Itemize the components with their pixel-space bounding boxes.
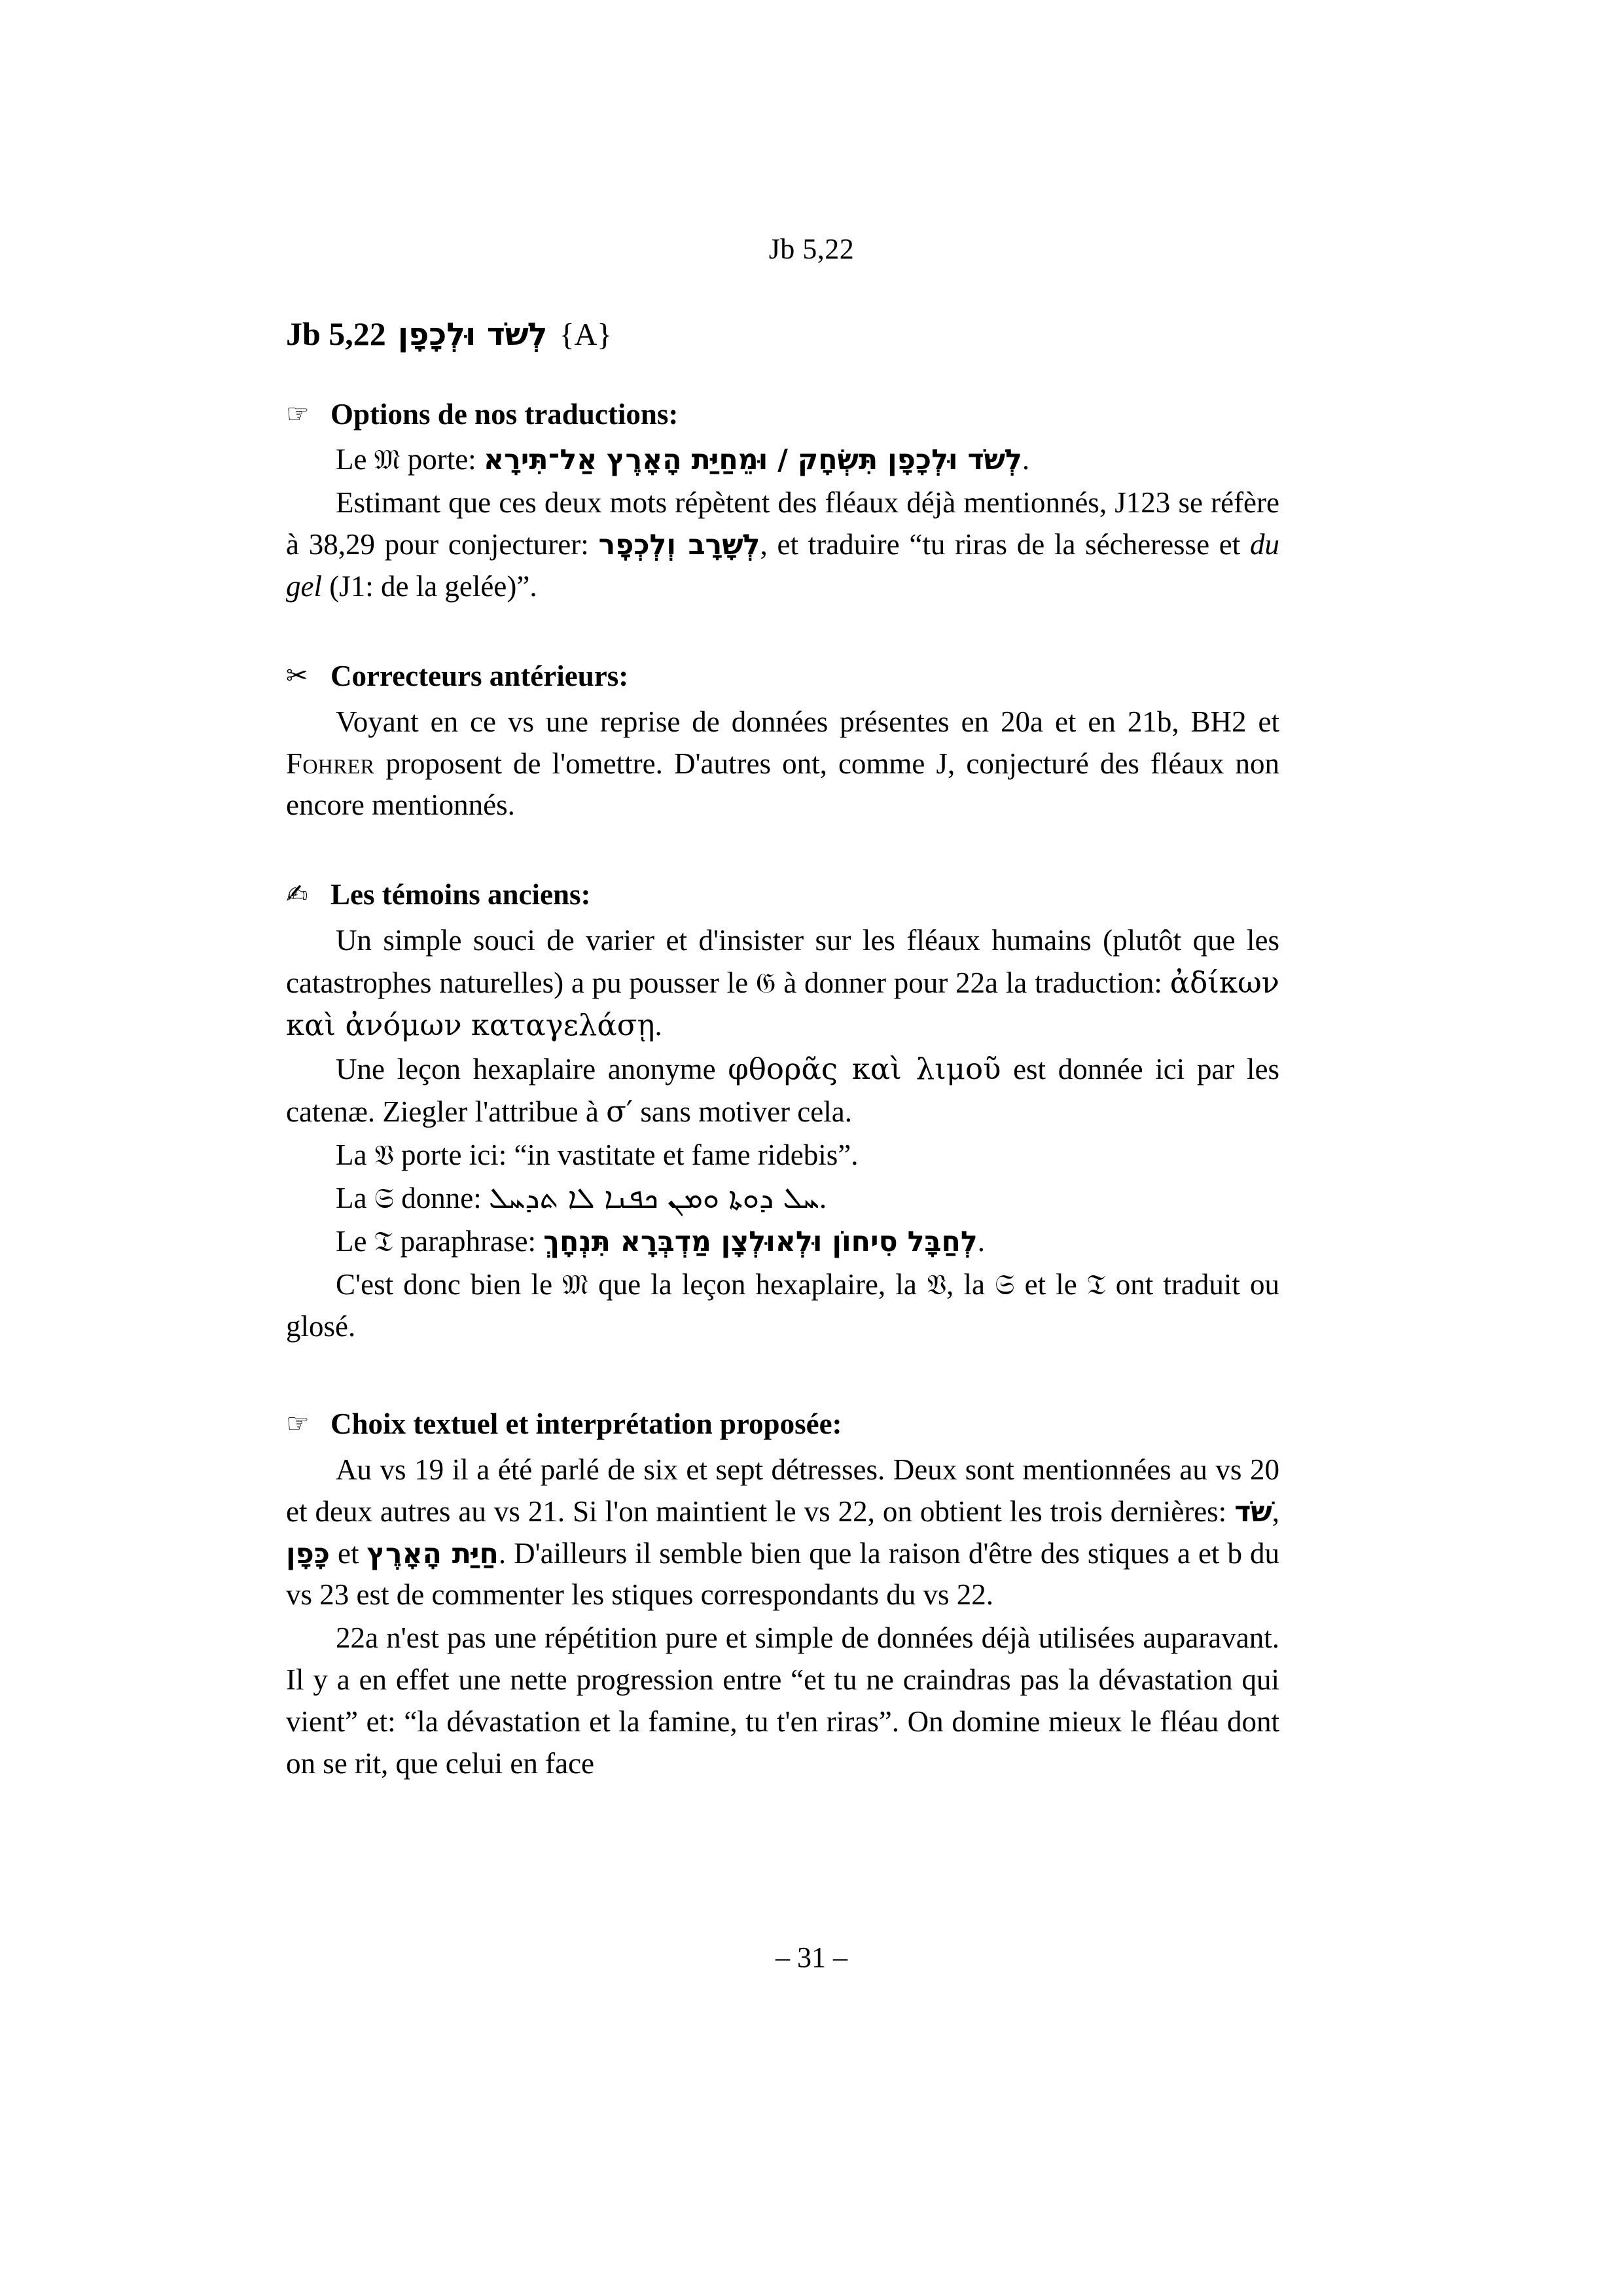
section-heading-temoins <box>286 875 1279 915</box>
hebrew-run: כָּפָן <box>286 1537 330 1570</box>
text-run: et le <box>1014 1268 1087 1301</box>
text-run: sans motiver cela. <box>633 1095 852 1128</box>
sections-container <box>286 395 1279 1785</box>
text-run: Estimant que ces deux mots répètent des fléaux déjà mentionnés, J123 se réfère à 38,29 pour conjecturer: <box>286 486 1279 561</box>
siglum-run: 𝔙 <box>926 1269 947 1302</box>
paragraph <box>286 1048 1279 1133</box>
text-run: proposent de l'omettre. D'autres ont, comme J, conjecturé des fléaux non encore mentionnés. <box>286 747 1279 822</box>
section-options <box>286 395 1279 608</box>
text-run: que la leçon hexaplaire, la <box>588 1268 927 1301</box>
section-temoins <box>286 875 1279 1348</box>
siglum-run: 𝔖 <box>995 1269 1015 1302</box>
text-run: Une leçon hexaplaire anonyme <box>336 1052 728 1086</box>
greek-run: σ′ <box>606 1093 633 1129</box>
hebrew-run: חַיַּת הָאָרֶץ <box>366 1537 499 1570</box>
text-run: , <box>1272 1494 1279 1528</box>
section-heading-choix <box>286 1404 1279 1444</box>
pointing-hand-dingbat-icon: ☞ <box>286 1408 310 1439</box>
section-choix <box>286 1404 1279 1785</box>
text-run: porte: <box>400 443 484 476</box>
siglum-run: 𝔐 <box>374 444 401 477</box>
text-run: Le <box>336 443 374 476</box>
paragraph <box>286 1135 1279 1176</box>
page-content <box>286 314 1279 1792</box>
italic-run: du gel <box>286 528 1279 603</box>
greek-run: φθορᾶς καὶ λιμοῦ <box>728 1051 1001 1086</box>
text-run: est donnée ici par les catenæ. Ziegler l'attribue à <box>286 1052 1279 1128</box>
section-heading-label: Les témoins anciens: <box>330 878 591 911</box>
siglum-run: 𝔗 <box>374 1226 393 1259</box>
section-correcteurs <box>286 656 1279 826</box>
text-run: ont traduit ou glosé. <box>286 1268 1280 1343</box>
text-run: . D'ailleurs il semble bien que la raison d'être des stiques a et b du vs 23 est de commenter les stiques correspondants du vs 22. <box>286 1536 1279 1612</box>
syriac-run: ܚܠ ܕܘܬܐ ܘܡܢ ܟܦܢܐ ܠܐ ܬܕܚܠ <box>489 1180 819 1216</box>
siglum-run: 𝔐 <box>562 1269 588 1302</box>
text-run: donne: <box>394 1182 490 1215</box>
text-run: (J1: de la gelée)”. <box>321 570 537 603</box>
text-run: , et traduire “tu riras de la sécheresse et <box>760 528 1250 561</box>
writing-hand-dingbat-icon: ✍ <box>286 879 308 910</box>
section-heading-options <box>286 395 1279 434</box>
hebrew-run: שֹׁד <box>1234 1495 1272 1528</box>
greek-run: ἀδίκων καὶ ἀνόμων καταγελάσῃ <box>286 964 1280 1042</box>
siglum-run: 𝔗 <box>1086 1269 1106 1302</box>
siglum-run: 𝔙 <box>374 1139 394 1172</box>
text-run: Un simple souci de varier et d'insister sur les fléaux humains (plutôt que les catastrophes naturelles) a pu pousser le <box>286 924 1279 999</box>
siglum-run: 𝔖 <box>374 1182 395 1216</box>
text-run: paraphrase: <box>393 1225 544 1258</box>
running-head: Jb 5,22 <box>768 233 855 265</box>
page-number: – 31 – <box>776 1941 847 1973</box>
hebrew-run: לְשָׁרָב וְלְכְפׇר <box>598 529 760 562</box>
section-heading-label: Options de nos traductions: <box>330 397 679 431</box>
text-run: La <box>336 1182 374 1215</box>
text-run: Le <box>336 1225 374 1258</box>
paragraph <box>286 1177 1279 1220</box>
paragraph <box>286 482 1279 608</box>
lemma-reference: Jb 5,22 <box>286 315 386 352</box>
text-run: et <box>330 1536 367 1570</box>
paragraph <box>286 701 1279 827</box>
text-run: , la <box>946 1268 995 1301</box>
text-run: Voyant en ce vs une reprise de données présentes en 20a et en 21b, BH2 et <box>336 705 1279 738</box>
hebrew-run: לְשֹׁד וּלְכָפָן תִּשְׂחָק / וּמֵחַיַּת הָאָרֶץ אַל־תִּירָא <box>483 444 1022 477</box>
text-run: porte ici: “in vastitate et fame ridebis”. <box>393 1138 859 1171</box>
paragraph <box>286 1449 1279 1617</box>
paragraph <box>286 439 1279 481</box>
text-run: à donner pour 22a la traduction: <box>776 966 1170 999</box>
section-heading-label: Choix textuel et interprétation proposée: <box>330 1407 842 1440</box>
paragraph <box>286 1264 1279 1348</box>
section-heading-label: Correcteurs antérieurs: <box>330 659 629 692</box>
text-run: Au vs 19 il a été parlé de six et sept détresses. Deux sont mentionnées au vs 20 et deux autres au vs 21. Si l'on maintient le vs 22, on obtient les trois dernières: <box>286 1453 1279 1528</box>
pointing-arrow-dingbat-icon: ☞ <box>286 398 310 429</box>
text-run: . <box>654 1008 662 1042</box>
text-run: . <box>1022 443 1030 476</box>
hebrew-run: לְחַבָּל סִיחוֹן וּלְאוּלְצָן מַדְבְּרָא תִּנְחָךְ <box>543 1226 978 1259</box>
lemma-grade: {A} <box>559 317 613 352</box>
text-run: C'est donc bien le <box>336 1268 563 1301</box>
lemma-heading <box>286 314 1279 354</box>
paragraph <box>286 920 1279 1047</box>
siglum-run: 𝔊 <box>755 966 776 1000</box>
section-heading-correcteurs <box>286 656 1279 696</box>
lemma-hebrew-text: לְשֹׁד וּלְכָפָן <box>397 317 548 353</box>
text-run: 22a n'est pas une répétition pure et simple de données déjà utilisées auparavant. Il y a en effet une nette progression entre “et tu ne craindras pas la dévastation qui vient” et: “la dévastation et la famine, tu t'en riras”. On domine mieux le fléau dont on se rit, que celui en face <box>286 1621 1279 1780</box>
scissors-dingbat-icon: ✂ <box>286 660 308 691</box>
paragraph <box>286 1617 1279 1785</box>
text-run: . <box>977 1225 985 1258</box>
text-run: . <box>819 1182 827 1215</box>
smallcaps-run: Fohrer <box>286 747 375 780</box>
text-run: La <box>336 1138 374 1171</box>
paragraph <box>286 1221 1279 1263</box>
